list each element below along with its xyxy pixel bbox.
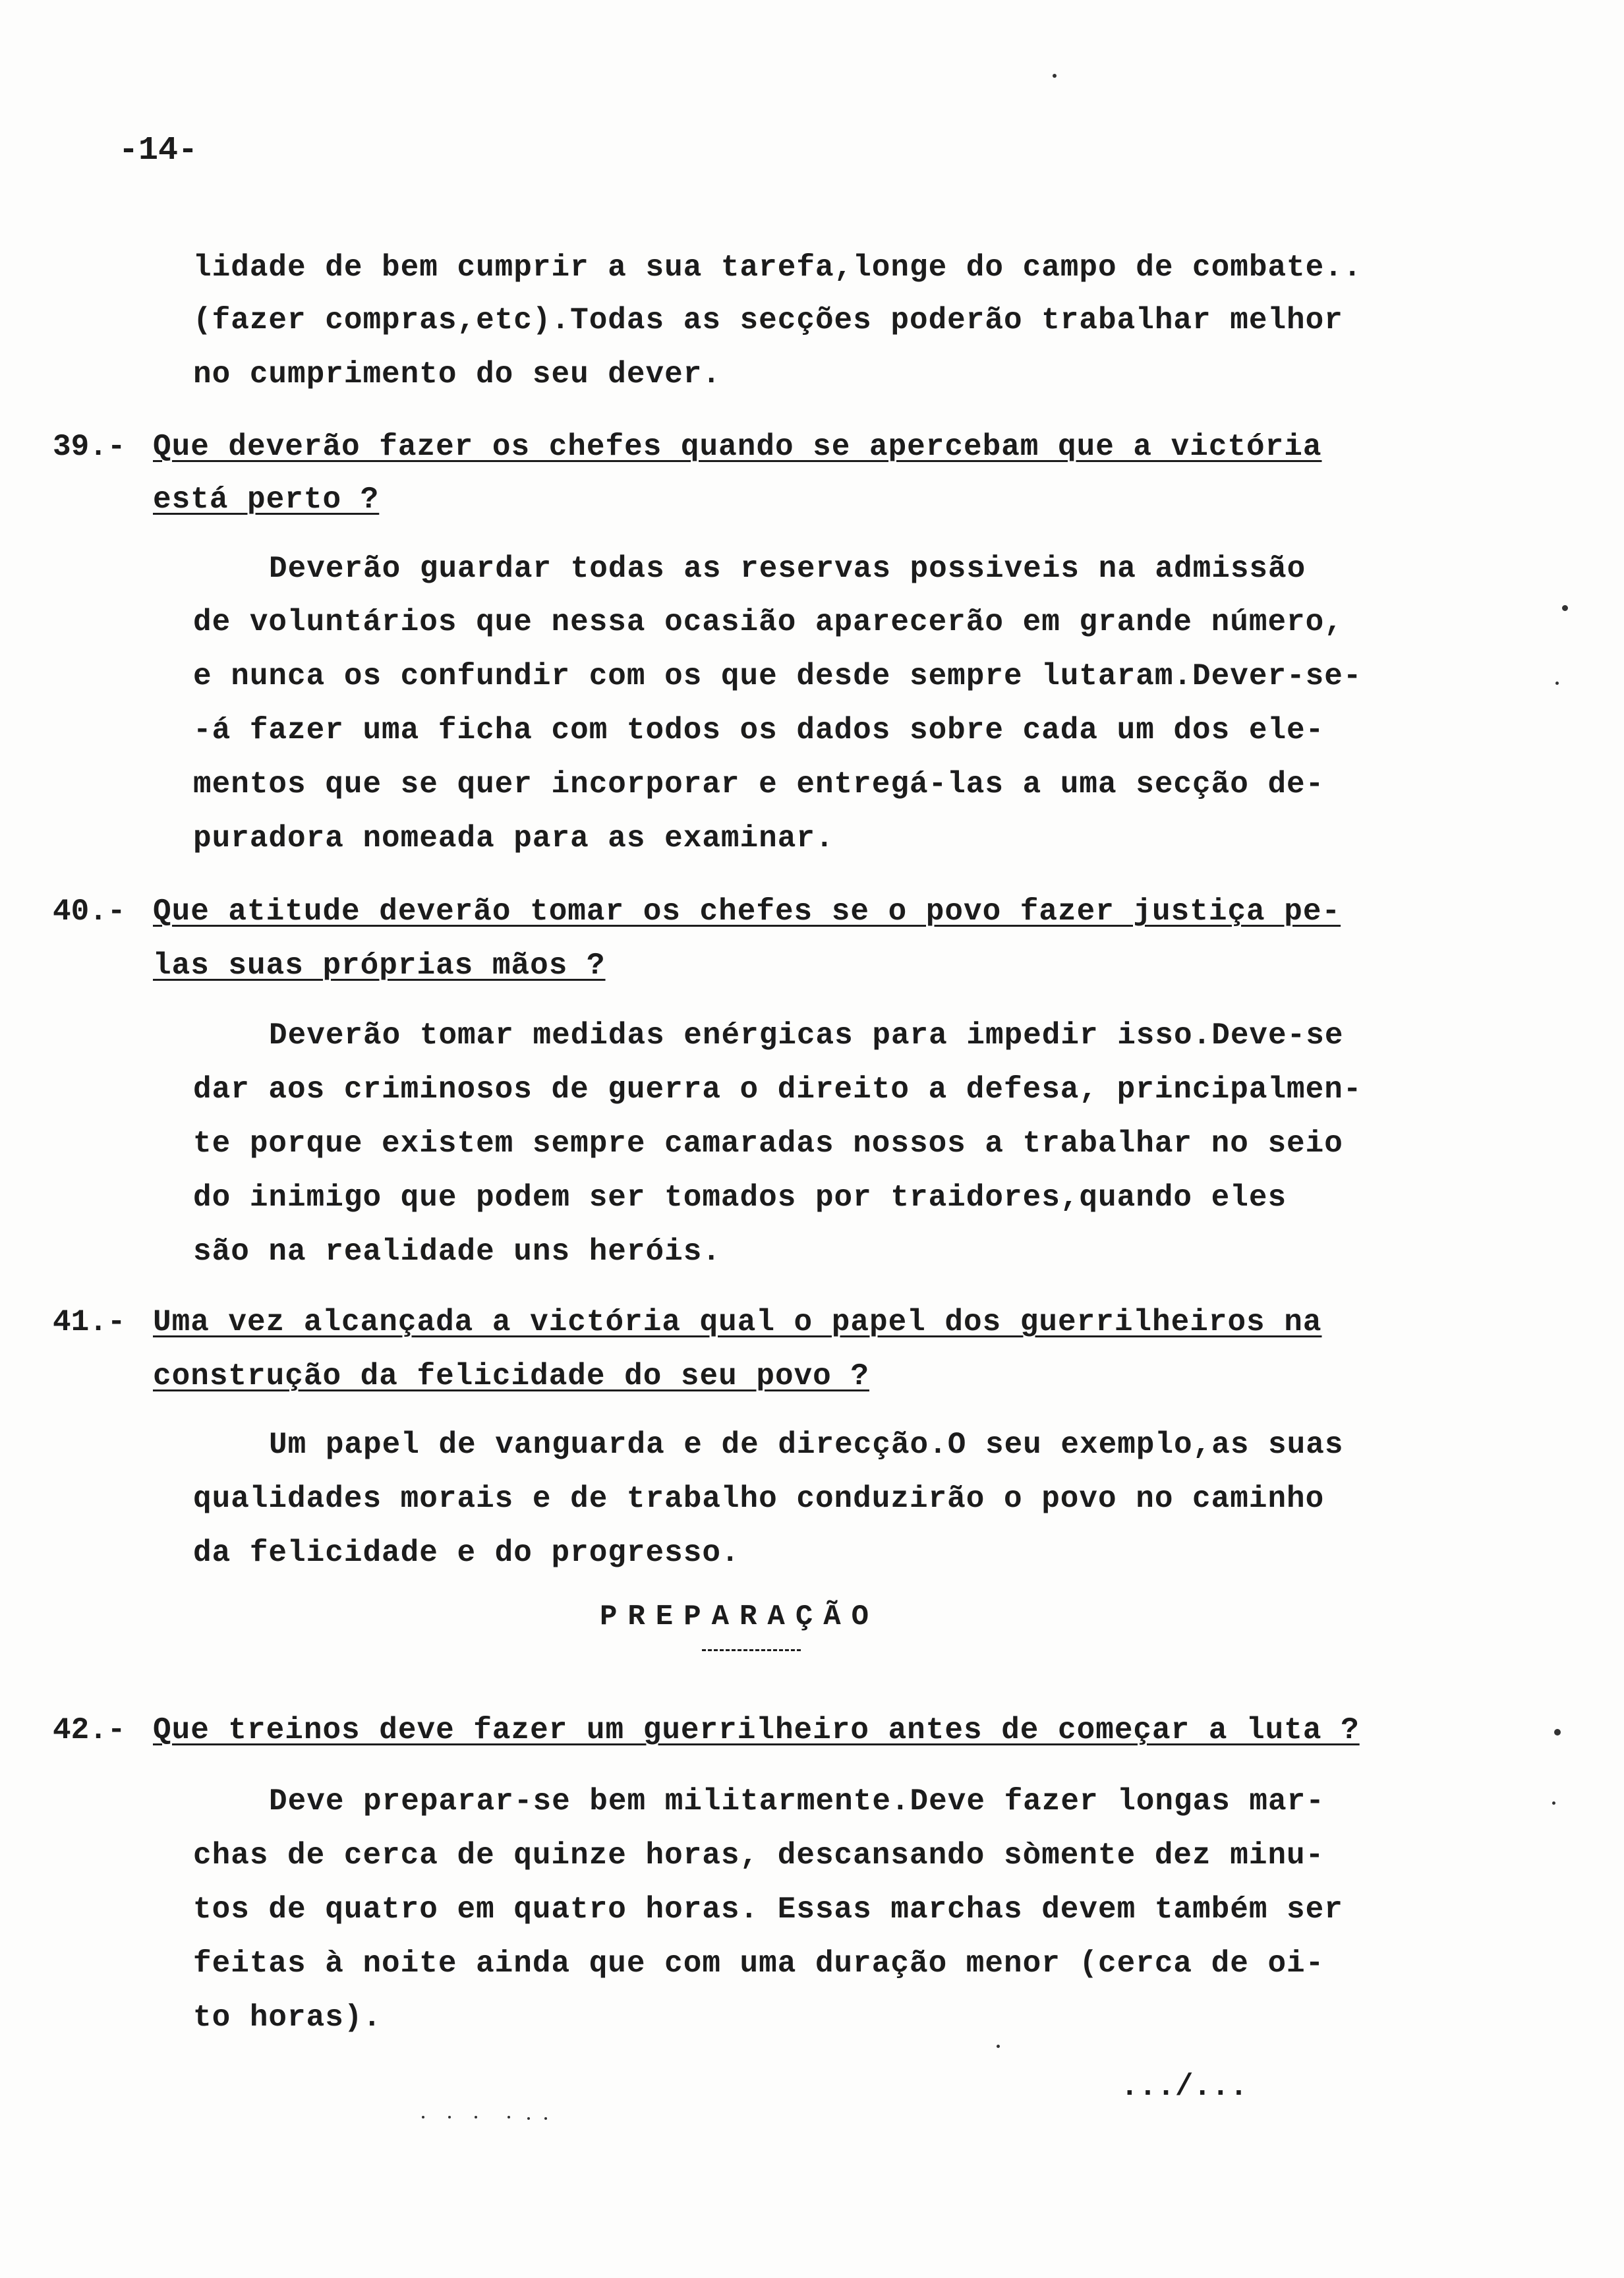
- answer-40-line: te porque existem sempre camaradas nossos a trabalhar no seio: [193, 1126, 1343, 1161]
- answer-39-line: -á fazer uma ficha com todos os dados sobre cada um dos ele-: [193, 713, 1325, 747]
- scan-speck: [508, 2116, 510, 2118]
- answer-42-line: feitas à noite ainda que com uma duração menor (cerca de oi-: [193, 1946, 1325, 1981]
- answer-41-line: qualidades morais e de trabalho conduzirão o povo no caminho: [193, 1482, 1325, 1516]
- scan-speck: [422, 2116, 424, 2118]
- scan-speck: [544, 2117, 547, 2120]
- question-number-39: 39.-: [53, 430, 126, 464]
- question-40-line: las suas próprias mãos ?: [153, 949, 606, 983]
- scan-speck: [1552, 1801, 1555, 1805]
- question-39-line: está perto ?: [153, 482, 380, 517]
- scan-speck: [1554, 1729, 1561, 1736]
- intro-line: (fazer compras,etc).Todas as secções poderão trabalhar melhor: [193, 303, 1343, 337]
- scan-speck: [1562, 605, 1568, 611]
- answer-42-line: chas de cerca de quinze horas, descansando sòmente dez minu-: [193, 1838, 1325, 1873]
- question-40-line: Que atitude deverão tomar os chefes se o povo fazer justiça pe-: [153, 894, 1341, 929]
- answer-40-line: do inimigo que podem ser tomados por traidores,quando eles: [193, 1181, 1287, 1215]
- answer-40-line: dar aos criminosos de guerra o direito a defesa, principalmen-: [193, 1072, 1362, 1107]
- scan-speck: [475, 2116, 477, 2118]
- question-39-line: Que deverão fazer os chefes quando se apercebam que a victória: [153, 430, 1322, 464]
- answer-41-line: Um papel de vanguarda e de direcção.O seu exemplo,as suas: [269, 1428, 1344, 1462]
- scan-speck: [1053, 74, 1057, 78]
- answer-39-line: de voluntários que nessa ocasião aparecerão em grande número,: [193, 605, 1343, 639]
- question-41-line: Uma vez alcançada a victória qual o papel dos guerrilheiros na: [153, 1305, 1322, 1339]
- continuation-mark: .../...: [1120, 2070, 1248, 2104]
- scan-speck: [997, 2045, 1000, 2048]
- answer-40-line: Deverão tomar medidas enérgicas para impedir isso.Deve-se: [269, 1018, 1344, 1053]
- answer-42-line: Deve preparar-se bem militarmente.Deve fazer longas mar-: [269, 1784, 1325, 1819]
- question-41-line: construção da felicidade do seu povo ?: [153, 1359, 869, 1393]
- scan-speck: [1555, 682, 1559, 685]
- section-title: PREPARAÇÃO: [600, 1600, 880, 1633]
- answer-39-line: puradora nomeada para as examinar.: [193, 821, 834, 856]
- intro-line: lidade de bem cumprir a sua tarefa,longe do campo de combate..: [193, 250, 1362, 285]
- question-number-41: 41.-: [53, 1305, 126, 1339]
- answer-39-line: mentos que se quer incorporar e entregá-las a uma secção de-: [193, 767, 1325, 802]
- answer-39-line: e nunca os confundir com os que desde sempre lutaram.Dever-se-: [193, 659, 1362, 693]
- answer-40-line: são na realidade uns heróis.: [193, 1235, 721, 1269]
- answer-41-line: da felicidade e do progresso.: [193, 1536, 740, 1570]
- question-number-42: 42.-: [53, 1713, 126, 1747]
- answer-42-line: to horas).: [193, 2001, 382, 2035]
- answer-42-line: tos de quatro em quatro horas. Essas marchas devem também ser: [193, 1892, 1343, 1927]
- page-number: -14-: [119, 132, 198, 169]
- intro-line: no cumprimento do seu dever.: [193, 357, 721, 392]
- scan-speck: [527, 2117, 530, 2120]
- section-title-rule: [702, 1649, 801, 1651]
- answer-39-line: Deverão guardar todas as reservas possiveis na admissão: [269, 552, 1306, 586]
- scan-speck: [448, 2116, 451, 2118]
- question-number-40: 40.-: [53, 894, 126, 929]
- question-42-line: Que treinos deve fazer um guerrilheiro antes de começar a luta ?: [153, 1713, 1360, 1747]
